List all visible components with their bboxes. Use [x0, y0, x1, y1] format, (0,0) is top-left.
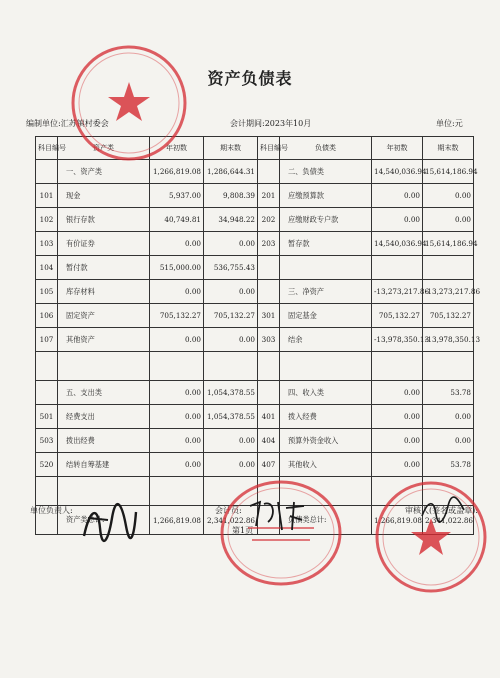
total-right-end: 2,341,022.86 [423, 506, 474, 535]
table-row [36, 328, 474, 352]
asset-begin-cell: 0.00 [150, 328, 204, 352]
liability-end-cell: 0.00 [423, 184, 474, 208]
liability-begin-cell [372, 352, 423, 381]
table-body [36, 160, 481, 506]
period-value: 2023年10月 [264, 119, 312, 128]
asset-begin-cell: 0.00 [150, 280, 204, 304]
liability-code-cell: 201 [258, 184, 280, 208]
period-label: 会计期间: [230, 119, 265, 128]
liability-name-cell: 固定基金 [280, 304, 372, 328]
liability-begin-cell: 0.00 [372, 184, 423, 208]
liability-code-cell [258, 352, 280, 381]
asset-begin-cell: 1,266,819.08 [150, 160, 204, 184]
liability-code-cell [258, 280, 280, 304]
asset-begin-cell: 5,937.00 [150, 184, 204, 208]
asset-begin-cell: 40,749.81 [150, 208, 204, 232]
head-signature-label: 单位负责人: [30, 506, 73, 515]
header-begin-right: 年初数 [372, 137, 423, 160]
liability-end-cell: 0.00 [423, 429, 474, 453]
table-row [36, 232, 474, 256]
liability-name-cell: 二、负债类 [280, 160, 372, 184]
total-left-label: 资产类总计: [58, 506, 150, 535]
asset-code-cell: 501 [36, 405, 58, 429]
asset-begin-cell: 515,000.00 [150, 256, 204, 280]
asset-code-cell: 101 [36, 184, 58, 208]
table-row [36, 304, 474, 328]
asset-end-cell: 1,054,378.55 [204, 381, 258, 405]
liability-begin-cell: 0.00 [372, 453, 423, 477]
liability-name-cell: 四、收入类 [280, 381, 372, 405]
asset-name-cell: 库存材料 [58, 280, 150, 304]
table-row [36, 280, 474, 304]
asset-name-cell: 现金 [58, 184, 150, 208]
liability-name-cell: 应缴财政专户款 [280, 208, 372, 232]
liability-end-cell: 53.78 [423, 381, 474, 405]
asset-end-cell: 0.00 [204, 429, 258, 453]
table-row [36, 352, 474, 381]
header-code-right: 科目编号 [258, 137, 280, 160]
liability-end-cell: 0.00 [423, 208, 474, 232]
period-info [230, 118, 311, 129]
liability-code-cell [258, 381, 280, 405]
liability-begin-cell: -13,978,350.13 [372, 328, 423, 352]
liability-end-cell: 705,132.27 [423, 304, 474, 328]
header-begin-left: 年初数 [150, 137, 204, 160]
liability-name-cell: 预算外资金收入 [280, 429, 372, 453]
asset-end-cell: 705,132.27 [204, 304, 258, 328]
liability-end-cell: -13,273,217.86 [423, 280, 474, 304]
header-asset: 资产类 [58, 137, 150, 160]
asset-code-cell: 102 [36, 208, 58, 232]
liability-end-cell: 15,614,186.94 [423, 232, 474, 256]
asset-code-cell: 520 [36, 453, 58, 477]
liability-begin-cell: -13,273,217.86 [372, 280, 423, 304]
currency-info [436, 118, 463, 129]
asset-end-cell: 1,286,644.31 [204, 160, 258, 184]
header-code-left: 科目编号 [36, 137, 58, 160]
liability-end-cell [423, 352, 474, 381]
table-row [36, 184, 474, 208]
liability-begin-cell: 705,132.27 [372, 304, 423, 328]
liability-name-cell: 结余 [280, 328, 372, 352]
asset-code-cell [36, 381, 58, 405]
liability-end-cell: 0.00 [423, 405, 474, 429]
asset-code-cell: 106 [36, 304, 58, 328]
asset-begin-cell: 0.00 [150, 429, 204, 453]
liability-begin-cell: 14,540,036.94 [372, 160, 423, 184]
asset-begin-cell [150, 352, 204, 381]
page-title: 资产负债表 [207, 69, 293, 88]
currency-value: 元 [454, 119, 463, 128]
table-row [36, 453, 474, 477]
asset-code-cell: 107 [36, 328, 58, 352]
official-seal-top [68, 42, 190, 164]
asset-end-cell: 34,948.22 [204, 208, 258, 232]
liability-code-cell: 203 [258, 232, 280, 256]
asset-name-cell: 其他资产 [58, 328, 150, 352]
total-right-label: 负债类总计: [280, 506, 372, 535]
asset-end-cell: 0.00 [204, 232, 258, 256]
asset-name-cell: 有价证券 [58, 232, 150, 256]
liability-end-cell: 15,614,186.94 [423, 160, 474, 184]
asset-end-cell: 0.00 [204, 328, 258, 352]
liability-end-cell [423, 256, 474, 280]
liability-name-cell: 暂存款 [280, 232, 372, 256]
asset-end-cell: 536,755.43 [204, 256, 258, 280]
liability-code-cell: 202 [258, 208, 280, 232]
table-row [36, 208, 474, 232]
asset-end-cell [204, 352, 258, 381]
table-row [36, 405, 474, 429]
liability-name-cell: 应缴预算款 [280, 184, 372, 208]
asset-begin-cell: 705,132.27 [150, 304, 204, 328]
liability-end-cell: 53.78 [423, 453, 474, 477]
asset-code-cell [36, 477, 58, 506]
head-signature [78, 498, 140, 548]
asset-end-cell: 0.00 [204, 453, 258, 477]
unit-value: 汇苏镇村委会 [60, 119, 109, 128]
liability-code-cell: 301 [258, 304, 280, 328]
liability-code-cell [258, 160, 280, 184]
liability-name-cell [280, 352, 372, 381]
liability-name-cell: 拨入经费 [280, 405, 372, 429]
auditor-signature [418, 496, 468, 526]
asset-code-cell: 503 [36, 429, 58, 453]
table-row [36, 429, 474, 453]
balance-sheet-table [35, 136, 481, 535]
currency-label: 单位: [436, 119, 455, 128]
asset-begin-cell: 0.00 [150, 405, 204, 429]
total-left-begin: 1,266,819.08 [150, 506, 204, 535]
asset-code-cell: 103 [36, 232, 58, 256]
asset-end-cell: 0.00 [204, 280, 258, 304]
liability-begin-cell: 0.00 [372, 429, 423, 453]
liability-begin-cell: 0.00 [372, 405, 423, 429]
asset-code-cell: 104 [36, 256, 58, 280]
asset-name-cell: 拨出经费 [58, 429, 150, 453]
total-right-begin: 1,266,819.08 [372, 506, 423, 535]
asset-code-cell: 105 [36, 280, 58, 304]
accountant-label: 会计员: [215, 506, 242, 515]
liability-code-cell: 303 [258, 328, 280, 352]
header-end-left: 期末数 [204, 137, 258, 160]
liability-name-cell: 三、净资产 [280, 280, 372, 304]
liability-begin-cell [372, 256, 423, 280]
asset-name-cell: 五、支出类 [58, 381, 150, 405]
asset-name-cell [58, 352, 150, 381]
liability-name-cell [280, 256, 372, 280]
liability-begin-cell: 0.00 [372, 208, 423, 232]
header-liability: 负债类 [280, 137, 372, 160]
asset-name-cell: 暂付款 [58, 256, 150, 280]
asset-begin-cell: 0.00 [150, 453, 204, 477]
total-left-end: 2,341,022.86 [204, 506, 258, 535]
accountant-signature [246, 496, 308, 536]
asset-begin-cell: 0.00 [150, 381, 204, 405]
auditor-label: 审核人(签名或盖章): [405, 506, 478, 515]
header-end-right: 期末数 [423, 137, 474, 160]
liability-begin-cell: 14,540,036.94 [372, 232, 423, 256]
asset-code-cell [36, 160, 58, 184]
liability-code-cell: 401 [258, 405, 280, 429]
liability-code-cell: 404 [258, 429, 280, 453]
asset-name-cell: 固定资产 [58, 304, 150, 328]
liability-begin-cell: 0.00 [372, 381, 423, 405]
liability-end-cell: -13,978,350.13 [423, 328, 474, 352]
asset-name-cell: 结转自筹基建 [58, 453, 150, 477]
liability-name-cell: 其他收入 [280, 453, 372, 477]
asset-end-cell: 9,808.39 [204, 184, 258, 208]
unit-label: 编制单位: [26, 119, 61, 128]
table-row [36, 381, 474, 405]
liability-code-cell [258, 256, 280, 280]
asset-name-cell: 经费支出 [58, 405, 150, 429]
table-row [36, 256, 474, 280]
asset-name-cell: 一、资产类 [58, 160, 150, 184]
asset-code-cell [36, 352, 58, 381]
liability-code-cell: 407 [258, 453, 280, 477]
asset-begin-cell [150, 477, 204, 506]
asset-begin-cell: 0.00 [150, 232, 204, 256]
asset-end-cell: 1,054,378.55 [204, 405, 258, 429]
page-number: 第1页 [232, 526, 254, 535]
asset-name-cell: 银行存款 [58, 208, 150, 232]
